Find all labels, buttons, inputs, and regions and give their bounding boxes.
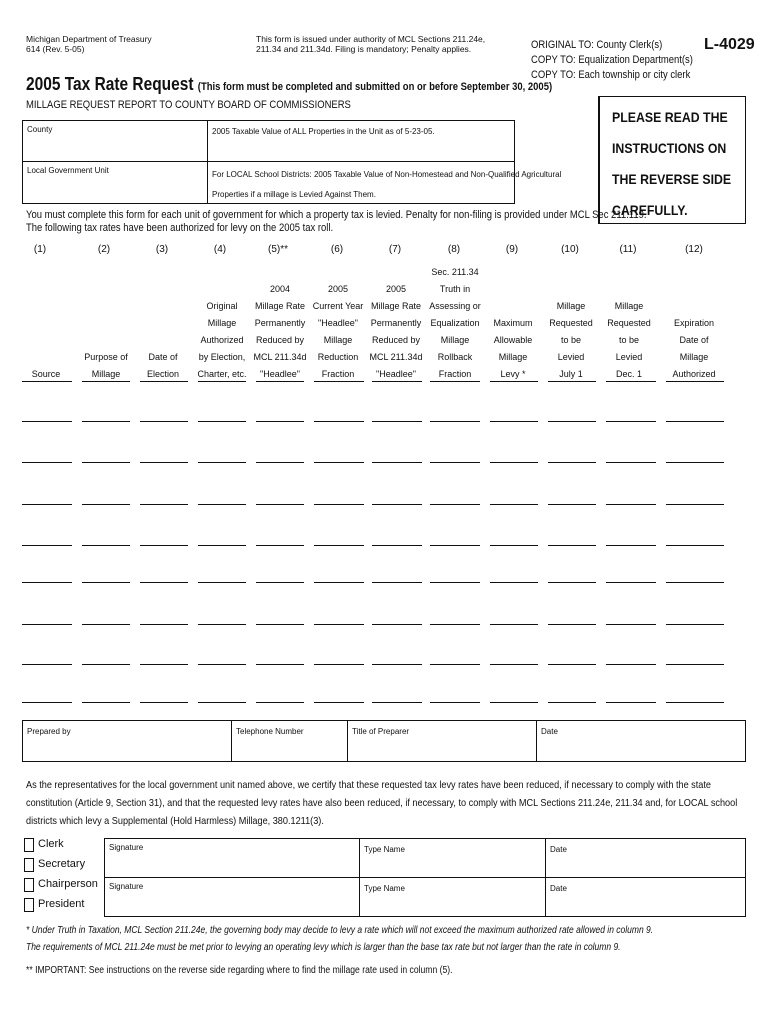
copy-to-clerk: COPY TO: Each township or city clerk [531,69,691,81]
table-cell-entry-line[interactable] [198,504,246,505]
table-cell-entry-line[interactable] [490,545,538,546]
telephone-label: Telephone Number [236,727,304,736]
table-cell-entry-line[interactable] [140,462,188,463]
table-cell-entry-line[interactable] [82,664,130,665]
type-name-field-1[interactable] [359,838,546,878]
school-taxable-field[interactable] [207,161,562,204]
col-num-4: (4) [213,244,227,255]
read-box-line-3: THE REVERSE SIDE [612,171,732,187]
title-deadline: (This form must be completed and submitted on or before September 30, 2005) [197,81,553,93]
table-cell-entry-line[interactable] [666,582,724,583]
table-cell-entry-line[interactable] [372,664,422,665]
table-cell-entry-line[interactable] [314,624,364,625]
table-cell-entry-line[interactable] [430,462,480,463]
col-num-7: (7) [388,244,402,255]
preparer-title-field[interactable] [347,720,537,762]
table-cell-entry-line[interactable] [666,545,724,546]
table-cell-entry-line[interactable] [22,582,72,583]
table-cell-entry-line[interactable] [22,462,72,463]
table-cell-entry-line[interactable] [666,462,724,463]
col-num-6: (6) [330,244,344,255]
col-num-1: (1) [33,244,47,255]
table-cell-entry-line[interactable] [256,702,304,703]
filing-notice [26,209,646,235]
table-cell-entry-line[interactable] [198,664,246,665]
signature-label-2: Signature [109,882,144,891]
telephone-field[interactable] [231,720,348,762]
table-cell-entry-line[interactable] [490,462,538,463]
type-name-label-1: Type Name [364,845,405,854]
table-cell-entry-line[interactable] [372,421,422,422]
truth-in-taxation-footnote [26,922,764,956]
table-cell-entry-line[interactable] [606,504,656,505]
table-cell-entry-line[interactable] [82,624,130,625]
table-cell-entry-line[interactable] [490,624,538,625]
distribution-block [531,38,693,83]
table-cell-entry-line[interactable] [606,624,656,625]
table-cell-entry-line[interactable] [548,664,596,665]
form-number: L-4029 [704,36,755,53]
table-cell-entry-line[interactable] [256,421,304,422]
sign-date-field-2[interactable] [545,877,746,917]
prepared-date-label: Date [541,727,558,736]
table-cell-entry-line[interactable] [140,421,188,422]
authority-line-2: 211.34 and 211.34d. Filing is mandatory; Penalty applies. [256,44,472,54]
table-cell-entry-line[interactable] [314,545,364,546]
president-label: President [38,898,85,910]
table-cell-entry-line[interactable] [666,504,724,505]
table-cell-entry-line[interactable] [140,664,188,665]
prepared-by-field[interactable] [22,720,232,762]
footnote-line-1: * Under Truth in Taxation, MCL Section 211.24e, the governing body may decide to levy a rate which will not exceed the maximum authorized rate allowed in column 9. [26,925,654,936]
table-cell-entry-line[interactable] [548,545,596,546]
col-head-election-date: Date of Election [146,352,180,379]
col-num-11: (11) [619,244,637,255]
table-cell-entry-line[interactable] [548,624,596,625]
col-num-12: (12) [685,244,703,255]
prepared-by-label: Prepared by [27,727,71,736]
taxable-value-field[interactable] [207,120,515,162]
school-taxable-label-1: For LOCAL School Districts: 2005 Taxable Value of Non-Homestead and Non-Qualified Agricultural [212,170,562,179]
table-cell-entry-line[interactable] [430,504,480,505]
table-cell-entry-line[interactable] [314,664,364,665]
chairperson-checkbox[interactable] [24,878,34,892]
president-checkbox[interactable] [24,898,34,912]
col-head-source: Source [31,369,61,379]
signature-field-1[interactable] [104,838,360,878]
authority-line-1: This form is issued under authority of MCL Sections 211.24e, [256,34,486,44]
local-unit-field[interactable] [22,161,208,204]
table-cell-entry-line[interactable] [606,702,656,703]
sign-date-label-1: Date [550,845,567,854]
table-cell-entry-line[interactable] [256,624,304,625]
table-cell-entry-line[interactable] [666,624,724,625]
read-box-line-1: PLEASE READ THE [612,109,728,125]
important-text: See instructions on the reverse side regarding where to find the millage rate used in column (5). [86,965,453,976]
clerk-label: Clerk [38,838,64,850]
form-revision: 614 (Rev. 5-05) [26,44,85,54]
table-cell-entry-line[interactable] [606,421,656,422]
table-cell-entry-line[interactable] [82,504,130,505]
school-taxable-label-2: Properties if a millage is Levied Against Them. [212,190,376,199]
table-cell-entry-line[interactable] [490,421,538,422]
col-head-original-millage: Original Millage Authorized by Election, Charter, etc. [197,301,247,379]
read-box-line-2: INSTRUCTIONS ON [612,140,727,156]
local-unit-label: Local Government Unit [27,166,109,175]
col-num-5: (5)** [267,244,288,255]
report-heading: MILLAGE REQUEST REPORT TO COUNTY BOARD OF COMMISSIONERS [26,99,351,111]
table-cell-entry-line[interactable] [372,624,422,625]
table-cell-entry-line[interactable] [606,664,656,665]
table-cell-entry-line[interactable] [372,545,422,546]
table-cell-entry-line[interactable] [314,504,364,505]
table-cell-entry-line[interactable] [82,462,130,463]
col-head-expiration: Expiration Date of Millage Authorized [672,318,716,379]
notice-line-2: The following tax rates have been authorized for levy on the 2005 tax roll. [26,222,334,234]
table-cell-entry-line[interactable] [430,702,480,703]
table-cell-entry-line[interactable] [198,462,246,463]
table-cell-entry-line[interactable] [256,545,304,546]
col-head-rollback-fraction: Sec. 211.34 Truth in Assessing or Equalization Millage Rollback Fraction [429,267,481,379]
table-cell-entry-line[interactable] [548,702,596,703]
county-field[interactable] [22,120,208,162]
table-cell-entry-line[interactable] [82,421,130,422]
table-cell-entry-line[interactable] [314,462,364,463]
table-cell-entry-line[interactable] [82,545,130,546]
table-cell-entry-line[interactable] [548,582,596,583]
page-title [26,74,552,95]
table-cell-entry-line[interactable] [314,421,364,422]
table-cell-entry-line[interactable] [198,545,246,546]
sign-date-label-2: Date [550,884,567,893]
table-cell-entry-line[interactable] [22,624,72,625]
table-cell-entry-line[interactable] [430,624,480,625]
table-cell-entry-line[interactable] [22,421,72,422]
certification-statement [26,776,746,830]
table-cell-entry-line[interactable] [666,702,724,703]
table-cell-entry-line[interactable] [666,421,724,422]
col-num-9: (9) [505,244,519,255]
table-cell-entry-line[interactable] [548,504,596,505]
secretary-checkbox[interactable] [24,858,34,872]
instructions-notice-box [598,96,746,224]
table-cell-entry-line[interactable] [430,664,480,665]
read-box-line-4: CAREFULLY. [612,202,688,218]
col-head-2005-rate: 2005 Millage Rate Permanently Reduced by MCL 211.34d "Headlee" [369,284,423,379]
table-cell-entry-line[interactable] [314,582,364,583]
table-cell-entry-line[interactable] [606,582,656,583]
table-cell-entry-line[interactable] [430,545,480,546]
table-cell-entry-line[interactable] [430,421,480,422]
taxable-value-label: 2005 Taxable Value of ALL Properties in the Unit as of 5-23-05. [212,127,435,136]
copy-to-equalization: COPY TO: Equalization Department(s) [531,54,693,66]
notice-line-1: You must complete this form for each unit of government for which a property tax is levied. Penalty for non-filing is provided under MCL Sec 211.119. [26,209,647,221]
col-head-headlee-fraction: 2005 Current Year "Headlee" Millage Reduction Fraction [312,284,364,379]
table-cell-entry-line[interactable] [256,504,304,505]
table-cell-entry-line[interactable] [198,421,246,422]
footnote-line-2: The requirements of MCL 211.24e must be met prior to levying an operating levy which is larger than the base tax rate but not larger than the rate in column 9. [26,942,621,953]
table-cell-entry-line[interactable] [140,545,188,546]
col-num-2: (2) [97,244,111,255]
table-cell-entry-line[interactable] [140,582,188,583]
prepared-date-field[interactable] [536,720,746,762]
table-cell-entry-line[interactable] [666,664,724,665]
chairperson-label: Chairperson [38,878,98,890]
department-block [26,34,152,54]
col-head-purpose: Purpose of Millage [84,352,128,379]
table-cell-entry-line[interactable] [548,421,596,422]
table-cell-entry-line[interactable] [606,545,656,546]
type-name-field-2[interactable] [359,877,546,917]
table-cell-entry-line[interactable] [22,664,72,665]
signature-field-2[interactable] [104,877,360,917]
authority-block [256,34,485,54]
table-cell-entry-line[interactable] [372,582,422,583]
col-num-10: (10) [561,244,579,255]
table-cell-entry-line[interactable] [82,702,130,703]
col-head-max-levy: Maximum Allowable Millage Levy * [493,318,533,379]
title-main: 2005 Tax Rate Request [26,74,194,94]
col-head-2004-rate: 2004 Millage Rate Permanently Reduced by MCL 211.34d "Headlee" [253,284,307,379]
col-head-dec-levy: Millage Requested to be Levied Dec. 1 [607,301,651,379]
table-cell-entry-line[interactable] [140,624,188,625]
table-cell-entry-line[interactable] [490,664,538,665]
preparer-title-label: Title of Preparer [352,727,410,736]
col-num-3: (3) [155,244,169,255]
table-cell-entry-line[interactable] [490,504,538,505]
col-head-july-levy: Millage Requested to be Levied July 1 [549,301,593,379]
table-cell-entry-line[interactable] [490,702,538,703]
type-name-label-2: Type Name [364,884,405,893]
table-cell-entry-line[interactable] [314,702,364,703]
signature-label-1: Signature [109,843,144,852]
table-cell-entry-line[interactable] [198,624,246,625]
table-cell-entry-line[interactable] [256,582,304,583]
table-cell-entry-line[interactable] [372,702,422,703]
table-cell-entry-line[interactable] [256,462,304,463]
county-label: County [27,125,53,134]
certification-text: As the representatives for the local government unit named above, we certify that these requested tax levy rates have been reduced, if necessary to comply with the state constitution (Article 9, Section 31), and that the requested levy rates have also been reduced, if necessary, to comply with MCL Sections 211.24e, 211.34 and, for LOCAL school districts which levy a Supplemental (Hold Harmless) Millage, 380.1211(3). [26,779,738,827]
table-cell-entry-line[interactable] [140,702,188,703]
secretary-label: Secretary [38,858,86,870]
original-to: ORIGINAL TO: County Clerk(s) [531,39,663,51]
table-cell-entry-line[interactable] [140,504,188,505]
table-cell-entry-line[interactable] [256,664,304,665]
sign-date-field-1[interactable] [545,838,746,878]
table-cell-entry-line[interactable] [82,582,130,583]
table-cell-entry-line[interactable] [22,702,72,703]
table-cell-entry-line[interactable] [490,582,538,583]
important-note [26,960,453,976]
table-cell-entry-line[interactable] [372,504,422,505]
table-cell-entry-line[interactable] [606,462,656,463]
col-num-8: (8) [447,244,461,255]
table-cell-entry-line[interactable] [198,582,246,583]
table-cell-entry-line[interactable] [430,582,480,583]
table-cell-entry-line[interactable] [198,702,246,703]
table-cell-entry-line[interactable] [22,545,72,546]
department-name: Michigan Department of Treasury [26,34,152,44]
table-cell-entry-line[interactable] [372,462,422,463]
table-cell-entry-line[interactable] [548,462,596,463]
table-cell-entry-line[interactable] [22,504,72,505]
clerk-checkbox[interactable] [24,838,34,852]
important-label: ** IMPORTANT: [26,965,87,976]
